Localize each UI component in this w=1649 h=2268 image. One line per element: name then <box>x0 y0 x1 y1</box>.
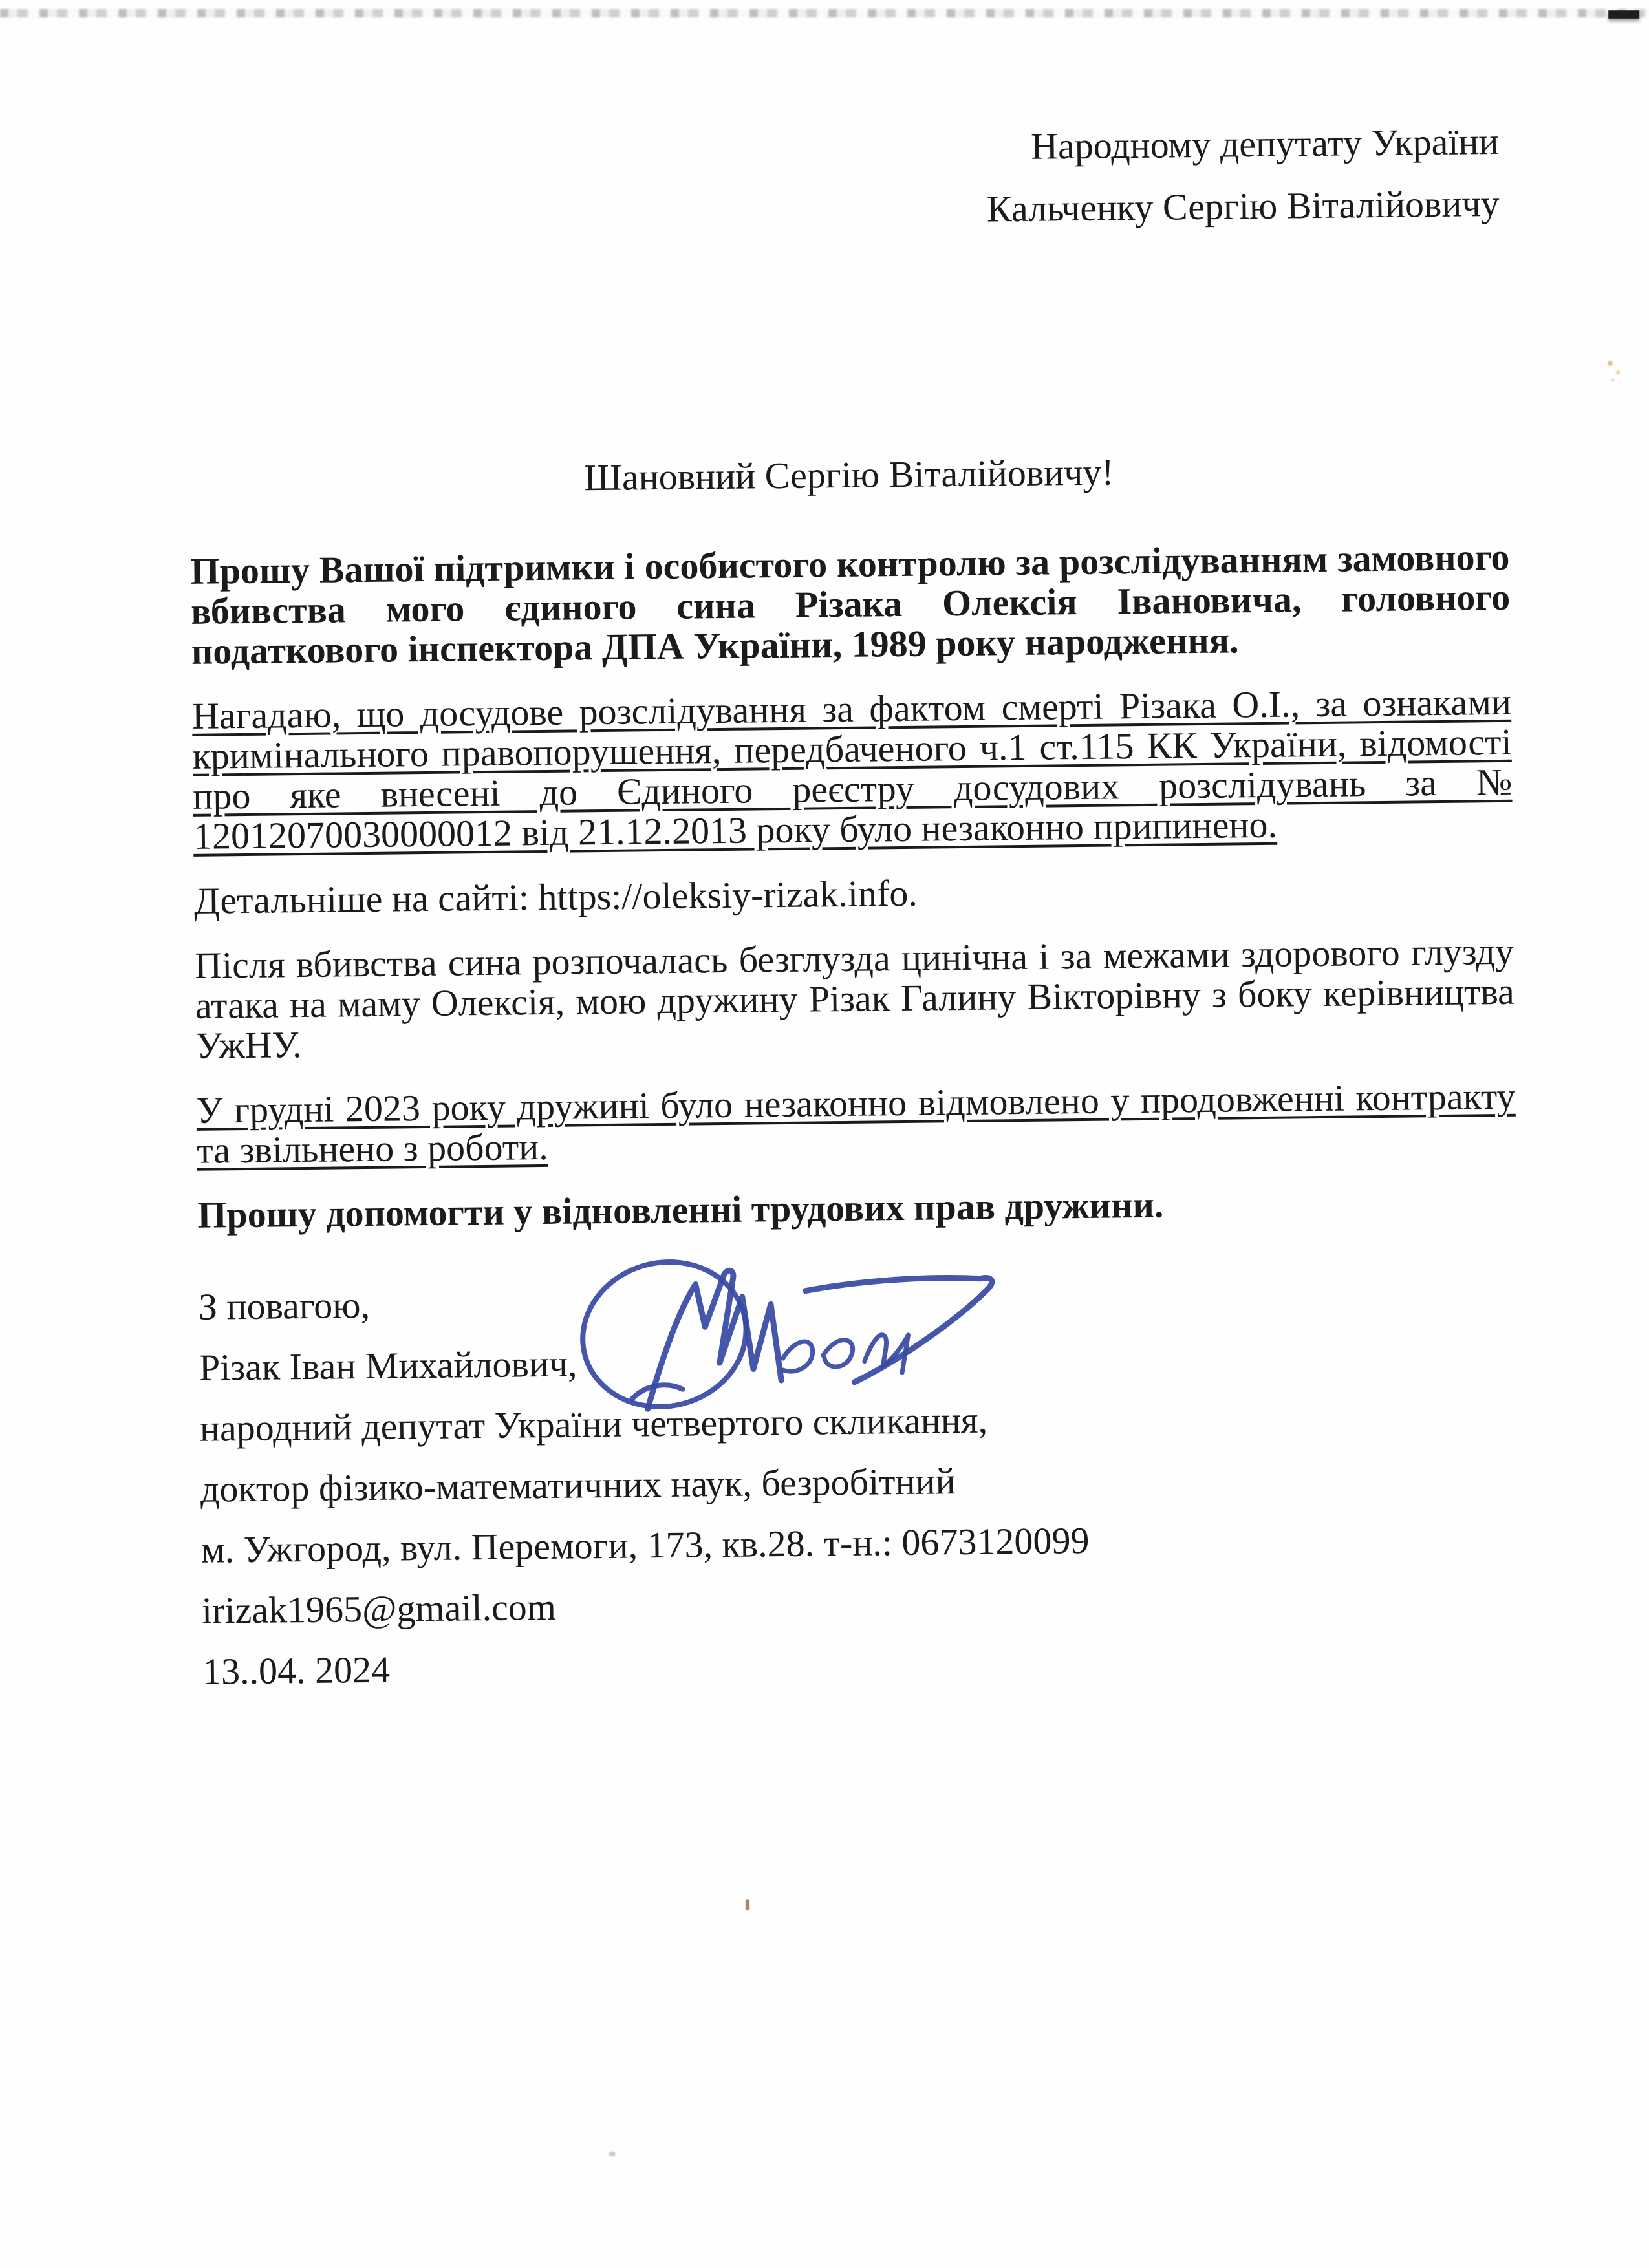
recipient-line-name: Кальченку Сергію Віталійовичу <box>986 182 1500 230</box>
signoff-title-doctor: доктор фізико-математичних наук, безробітний <box>200 1460 956 1510</box>
salutation: Шановний Сергію Віталійовичу! <box>584 451 1114 499</box>
signoff-date: 13..04. 2024 <box>202 1648 391 1693</box>
recipient-block <box>777 111 1500 242</box>
signoff-email: irizak1965@gmail.com <box>201 1585 557 1632</box>
para-attack-on-wife: Після вбивства сина розпочалась безглузда цинічна і за межами здорового глузду атака на маму Олексія, мою дружину Різак Галину Вікторівну з боку керівництва УжНУ. <box>194 930 1515 1067</box>
para-request-investigation: Прошу Вашої підтримки і особистого контролю за розслідуванням замовного вбивства мого єдиного сина Різака Олексія Івановича, головного податкового інспектора ДПА України, 1989 року народження. <box>190 535 1511 672</box>
para-website-link: Детальніше на сайті: https://oleksiy-rizak.info. <box>193 872 918 922</box>
letter-text <box>190 537 1517 1260</box>
para-request-help: Прошу допомогти у відновленні трудових прав дружини. <box>197 1183 1164 1236</box>
recipient-line-title: Народному депутату України <box>1030 120 1499 167</box>
handwritten-signature-icon <box>568 1251 1032 1423</box>
para-case-details: Нагадаю, що досудове розслідування за фактом смерті Різака О.І., за ознаками кримінального правопорушення, передбаченого ч.1 ст.115 КК України, відомості про яке внесені до Єдиного реєстру досудових розслідувань за № 12012070030000012 від 21.12.2013 року було незаконно припинено. <box>191 680 1513 857</box>
para-contract-termination: У грудні 2023 року дружині було незаконно відмовлено у продовженні контракту та звільнено з роботи. <box>196 1075 1516 1171</box>
signoff-name: Різак Іван Михайлович, <box>199 1342 577 1389</box>
signoff-title-deputy: народний депутат України четвертого скликання, <box>199 1398 988 1450</box>
signoff-regards: З повагою, <box>198 1283 371 1328</box>
signoff-address-phone: м. Ужгород, вул. Перемоги, 173, кв.28. т-н.: 0673120099 <box>200 1519 1090 1571</box>
